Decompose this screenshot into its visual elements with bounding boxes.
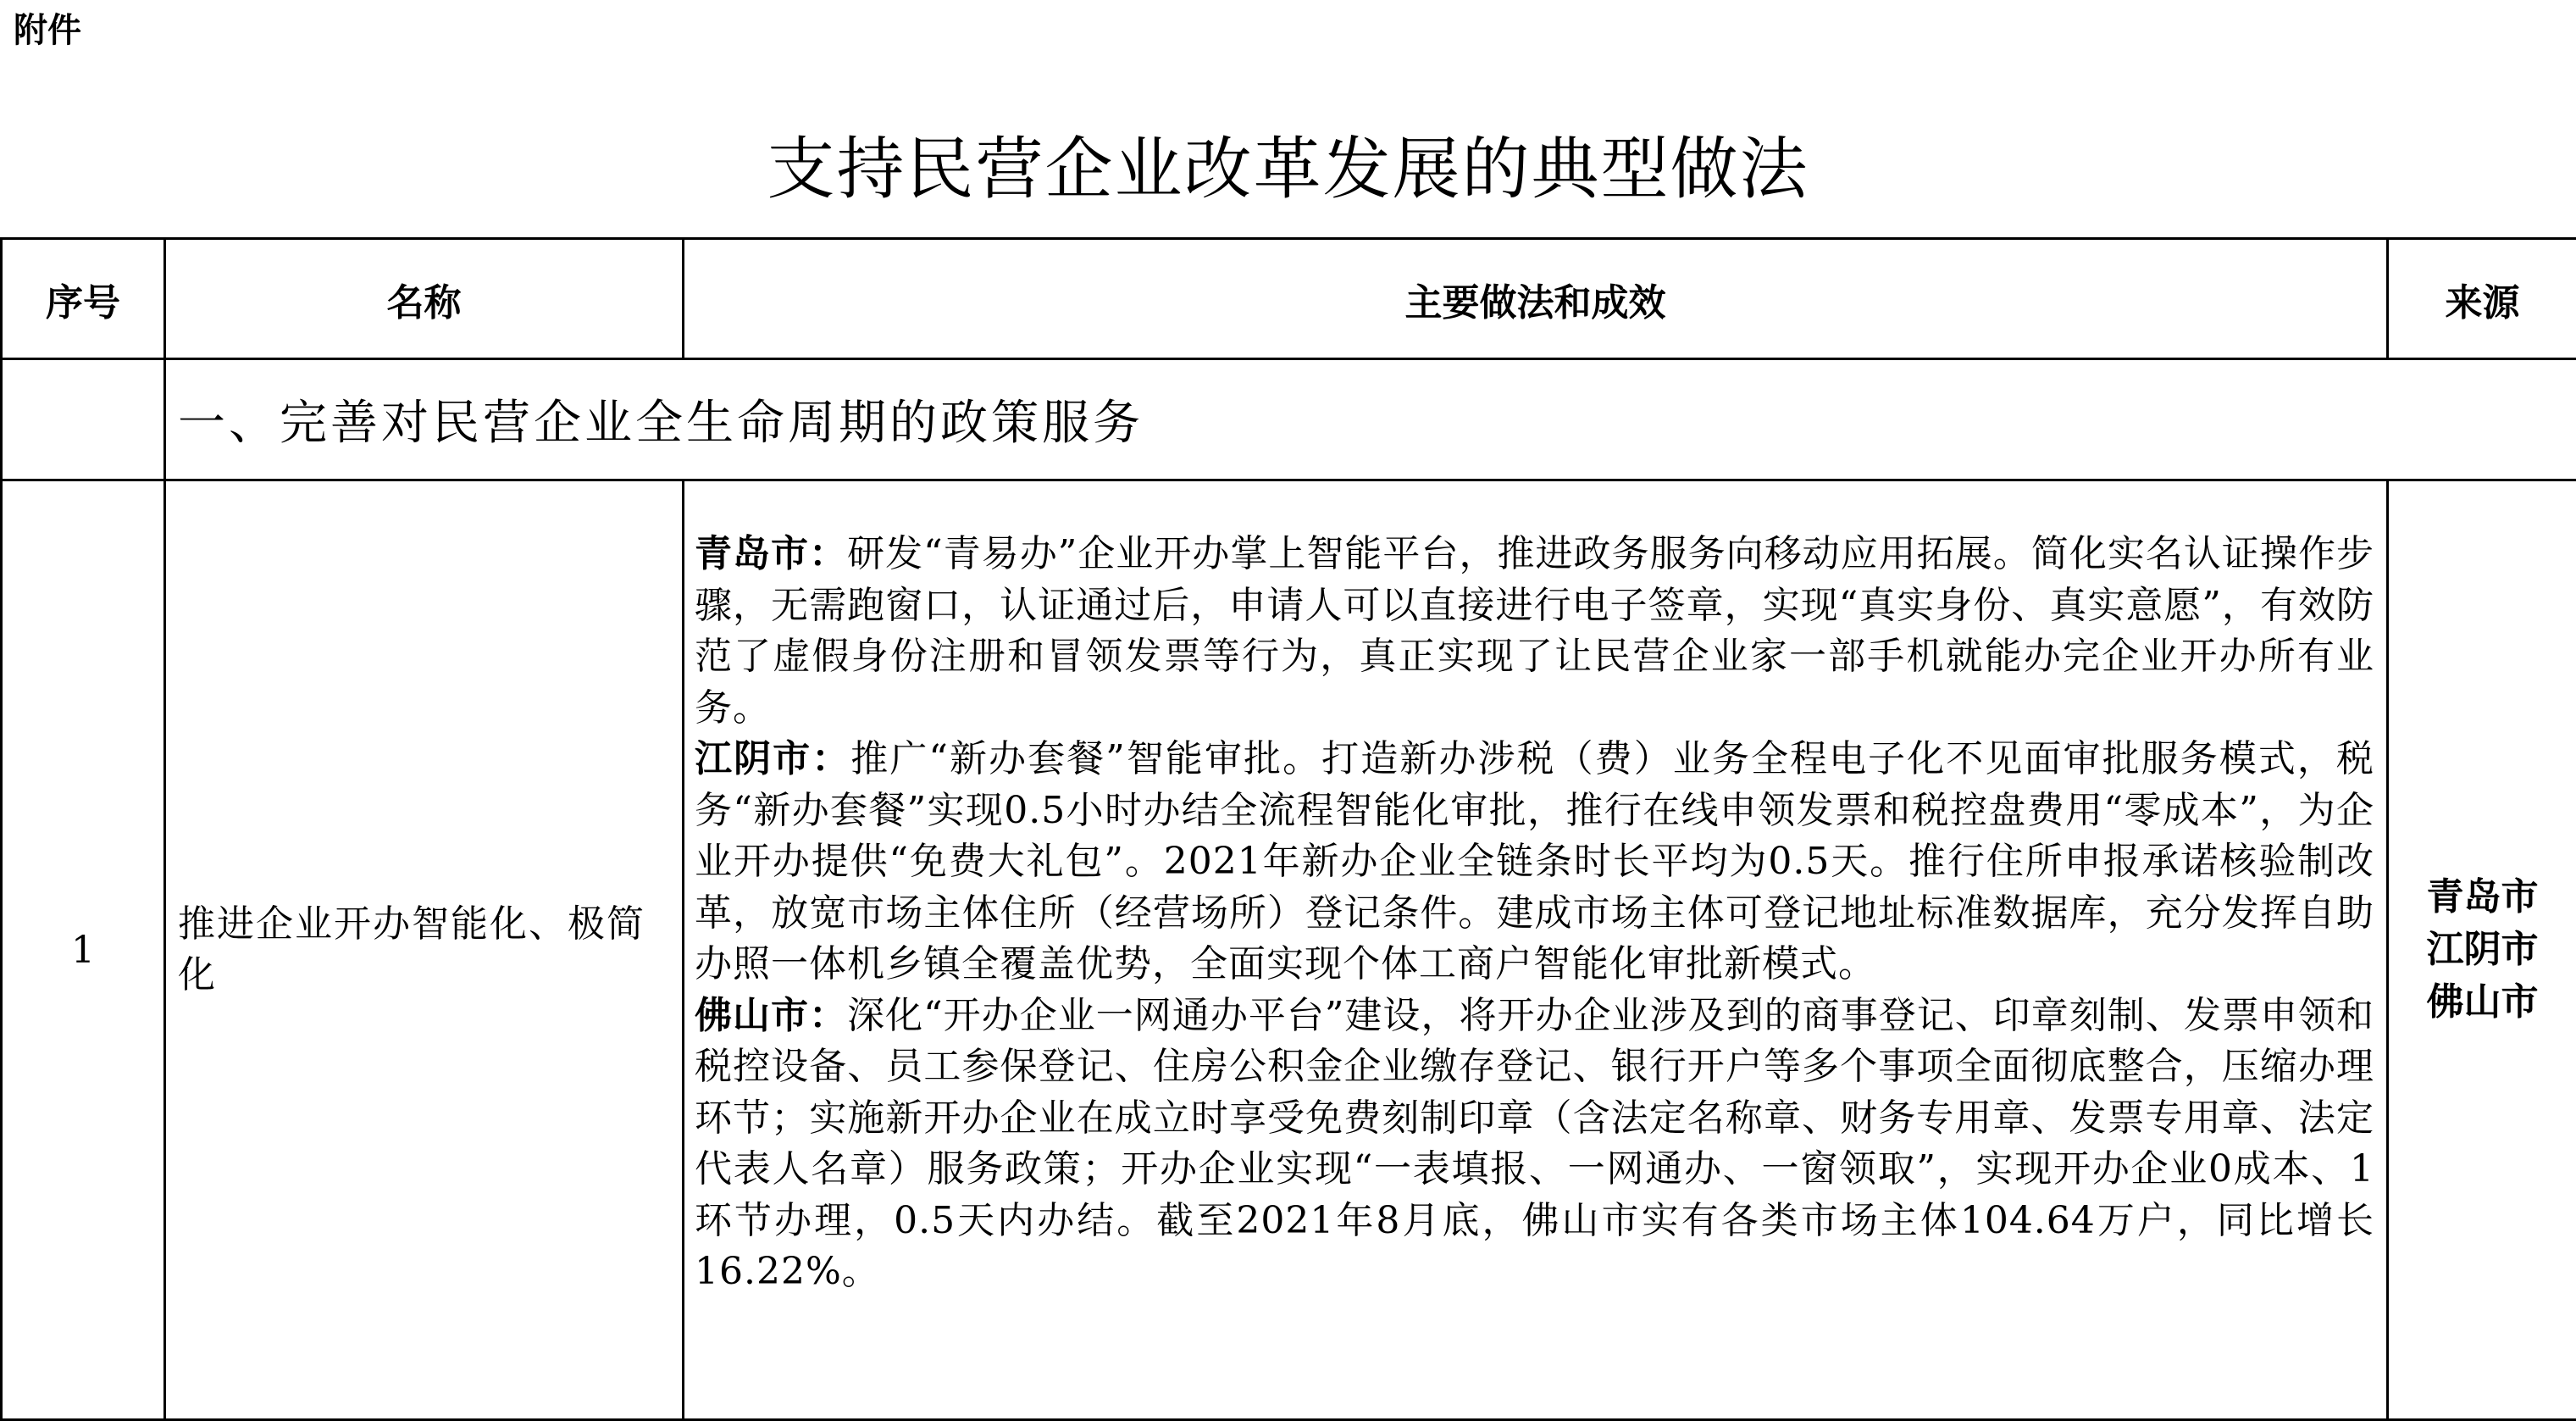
row-main-content bbox=[684, 480, 2388, 1420]
header-source: 来源 bbox=[2388, 239, 2576, 359]
row-source bbox=[2388, 480, 2576, 1420]
practice-paragraph-jiangyin bbox=[695, 734, 2374, 991]
document-title: 支持民营企业改革发展的典型做法 bbox=[767, 130, 1809, 208]
source-city: 江阴市 bbox=[2426, 928, 2539, 971]
city-label-jiangyin: 江阴市： bbox=[695, 737, 851, 780]
header-number: 序号 bbox=[2, 239, 165, 359]
practice-text-jiangyin: 推广“新办套餐”智能审批。打造新办涉税（费）业务全程电子化不见面审批服务模式，税务“新办套餐”实现0.5小时办结全流程智能化审批，推行在线申领发票和税控盘费用“零成本”，为企业开办提供“免费大礼包”。2021年新办企业全链条时长平均为0.5天。推行住所申报承诺核验制改革，放宽市场主体住所（经营场所）登记条件。建成市场主体可登记地址标准数据库，充分发挥自助办照一体机乡镇全覆盖优势，全面实现个体工商户智能化审批新模式。 bbox=[695, 737, 2374, 985]
row-name: 推进企业开办智能化、极简化 bbox=[165, 480, 684, 1420]
practice-text-foshan: 深化“开办企业一网通办平台”建设，将开办企业涉及到的商事登记、印章刻制、发票申领和税控设备、员工参保登记、住房公积金企业缴存登记、银行开户等多个事项全面彻底整合，压缩办理环节；实施新开办企业在成立时享受免费刻制印章（含法定名称章、财务专用章、发票专用章、法定代表人名章）服务政策；开办企业实现“一表填报、一网通办、一窗领取”，实现开办企业0成本、1环节办理，0.5天内办结。截至2021年8月底，佛山市实有各类市场主体104.64万户，同比增长16.22%。 bbox=[695, 993, 2374, 1293]
practices-table bbox=[0, 237, 2576, 1421]
practice-paragraph-foshan bbox=[695, 991, 2374, 1298]
header-main: 主要做法和成效 bbox=[684, 239, 2388, 359]
section-title: 一、完善对民营企业全生命周期的政策服务 bbox=[165, 359, 2576, 480]
practice-paragraph-qingdao bbox=[695, 529, 2374, 734]
header-name: 名称 bbox=[165, 239, 684, 359]
source-city: 佛山市 bbox=[2426, 980, 2539, 1024]
attachment-label: 附件 bbox=[14, 11, 81, 50]
row-number: 1 bbox=[2, 480, 165, 1420]
table-header-row bbox=[2, 239, 2576, 359]
section-number-cell bbox=[2, 359, 165, 480]
section-row bbox=[2, 359, 2576, 480]
source-city: 青岛市 bbox=[2426, 875, 2539, 919]
practice-text-qingdao: 研发“青易办”企业开办掌上智能平台，推进政务服务向移动应用拓展。简化实名认证操作步骤，无需跑窗口，认证通过后，申请人可以直接进行电子签章，实现“真实身份、真实意愿”，有效防范了虚假身份注册和冒领发票等行为，真正实现了让民营企业家一部手机就能办完企业开办所有业务。 bbox=[695, 532, 2374, 730]
city-label-qingdao: 青岛市： bbox=[695, 532, 848, 575]
table-row bbox=[2, 480, 2576, 1420]
city-label-foshan: 佛山市： bbox=[695, 993, 848, 1037]
